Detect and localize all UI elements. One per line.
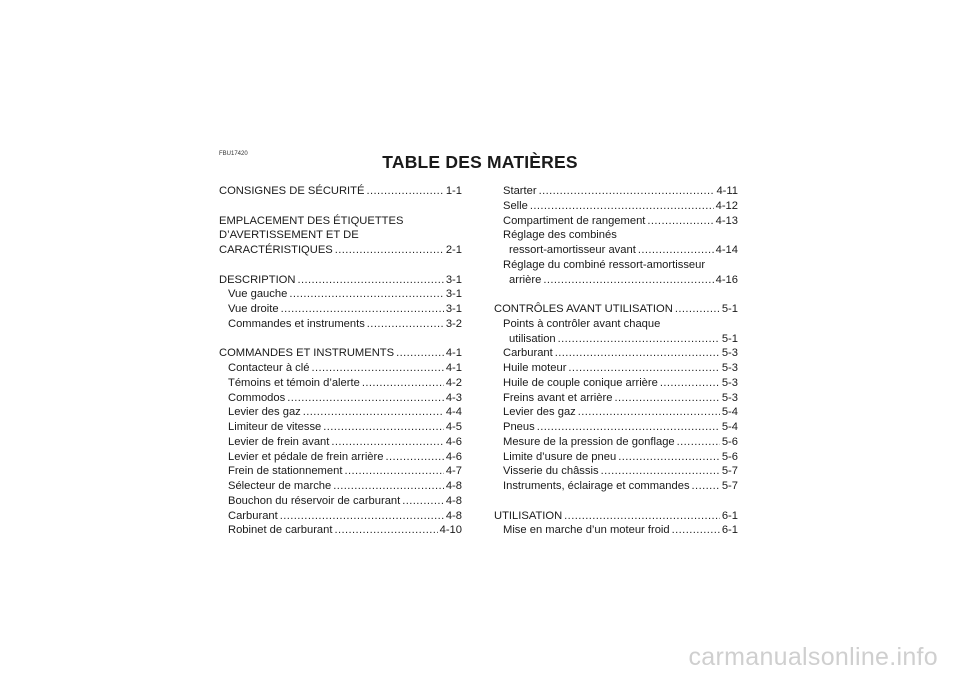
toc-entry-label: Selle — [503, 199, 528, 212]
leader-dots — [578, 405, 720, 420]
toc-entry-label: Commandes et instruments — [228, 317, 365, 330]
toc-entry-pre-checks — [494, 302, 738, 317]
toc-entry-page: 4-6 — [445, 450, 462, 463]
toc-entry-page: 5-6 — [721, 435, 738, 448]
toc-entry-page: 3-1 — [445, 288, 462, 301]
toc-entry-label: Témoins et témoin d’alerte — [228, 376, 360, 389]
toc-entry-page: 4-6 — [445, 435, 462, 448]
toc-entry-page: 4-16 — [715, 273, 738, 286]
toc-subentry — [219, 317, 462, 332]
toc-entry-page: 4-7 — [445, 465, 462, 478]
toc-entry-page: 3-1 — [445, 303, 462, 315]
toc-entry-page: 4-4 — [445, 406, 462, 419]
toc-entry-label: Levier des gaz — [503, 406, 576, 419]
toc-entry-label: Contacteur à clé — [228, 362, 310, 374]
toc-entry-page: 5-3 — [721, 347, 738, 360]
leader-dots — [334, 523, 437, 538]
toc-subentry — [219, 450, 462, 465]
leader-dots — [543, 273, 713, 288]
leader-dots — [618, 450, 720, 465]
toc-entry-label: Limite d’usure de pneu — [503, 450, 617, 463]
toc-entry-page: 3-2 — [445, 317, 462, 330]
toc-subentry — [494, 243, 738, 258]
toc-entry-label: Levier des gaz — [228, 406, 301, 419]
toc-subentry — [494, 332, 738, 347]
toc-subentry — [494, 184, 738, 199]
toc-subentry — [219, 494, 462, 509]
toc-subentry — [494, 199, 738, 214]
toc-entry-page: 4-14 — [715, 244, 738, 256]
toc-subentry — [219, 361, 462, 376]
toc-subentry — [494, 273, 738, 288]
toc-entry-label: Levier de frein avant — [228, 435, 330, 448]
toc-entry-label: COMMANDES ET INSTRUMENTS — [219, 347, 395, 360]
toc-subentry — [494, 479, 738, 494]
toc-entry-page: 4-2 — [445, 376, 462, 389]
toc-entry-label: Robinet de carburant — [228, 524, 333, 537]
leader-dots — [647, 214, 713, 229]
toc-entry-line: D’AVERTISSEMENT ET DE — [219, 229, 359, 242]
toc-entry-label: Carburant — [228, 509, 278, 522]
leader-dots — [367, 317, 444, 332]
toc-entry-label: CONSIGNES DE SÉCURITÉ — [219, 185, 365, 197]
toc-subentry — [494, 435, 738, 450]
toc-entry-page: 4-1 — [445, 362, 462, 374]
watermark-text: carmanualsonline.info — [688, 643, 938, 671]
toc-entry-line: Réglage du combiné ressort-amortisseur — [503, 258, 706, 271]
page-title: TABLE DES MATIÈRES — [382, 152, 578, 172]
toc-entry-page: 5-4 — [721, 421, 738, 433]
toc-entry-label: Vue droite — [228, 303, 279, 315]
toc-entry-line: EMPLACEMENT DES ÉTIQUETTES — [219, 214, 404, 227]
toc-entry-page: 4-13 — [715, 214, 738, 227]
leader-dots — [564, 509, 720, 524]
leader-dots — [402, 494, 444, 509]
toc-entry-page: 4-8 — [445, 494, 462, 507]
leader-dots — [692, 479, 720, 494]
toc-entry-label: CONTRÔLES AVANT UTILISATION — [494, 303, 673, 315]
leader-dots — [287, 391, 444, 406]
toc-entry-label: Mise en marche d’un moteur froid — [503, 524, 670, 537]
toc-entry-page: 2-1 — [445, 244, 462, 256]
toc-entry-page: 4-8 — [445, 480, 462, 492]
toc-entry-label: Bouchon du réservoir de carburant — [228, 494, 401, 507]
toc-entry-label: Levier et pédale de frein arrière — [228, 450, 384, 463]
toc-entry-page: 5-4 — [721, 406, 738, 419]
leader-dots — [677, 435, 720, 450]
toc-entry-page: 4-5 — [445, 421, 462, 433]
toc-entry-line: Points à contrôler avant chaque — [503, 317, 661, 330]
toc-subentry — [219, 405, 462, 420]
leader-dots — [366, 184, 443, 199]
toc-entry-label: Starter — [503, 185, 537, 197]
leader-dots — [303, 405, 444, 420]
leader-dots — [289, 287, 444, 302]
leader-dots — [555, 346, 720, 361]
toc-entry-label: ressort-amortisseur avant — [509, 244, 636, 256]
toc-entry-label: Vue gauche — [228, 288, 288, 301]
leader-dots — [672, 523, 720, 538]
leader-dots — [335, 243, 444, 258]
leader-dots — [396, 346, 444, 361]
toc-subentry — [494, 361, 738, 376]
toc-entry-page: 4-1 — [445, 347, 462, 360]
toc-subentry — [219, 509, 462, 524]
toc-subentry — [219, 479, 462, 494]
toc-entry-label: Frein de stationnement — [228, 465, 343, 478]
toc-entry-label: DESCRIPTION — [219, 273, 296, 286]
toc-subentry — [219, 376, 462, 391]
toc-entry-label: Carburant — [503, 347, 553, 360]
toc-subentry — [494, 464, 738, 479]
toc-right-column — [494, 184, 738, 538]
leader-dots — [539, 184, 715, 199]
toc-entry-page: 4-8 — [445, 509, 462, 522]
toc-entry-label: arrière — [509, 273, 542, 286]
leader-dots — [537, 420, 720, 435]
leader-dots — [311, 361, 443, 376]
toc-entry-page: 5-1 — [721, 303, 738, 315]
toc-entry-label: Instruments, éclairage et commandes — [503, 480, 690, 492]
leader-dots — [614, 391, 719, 406]
toc-entry-page: 6-1 — [721, 524, 738, 537]
toc-entry-page: 5-3 — [721, 362, 738, 374]
toc-entry-label: Limiteur de vitesse — [228, 421, 322, 433]
toc-entry-labels — [219, 243, 462, 258]
toc-entry-page: 6-1 — [721, 509, 738, 522]
leader-dots — [568, 361, 719, 376]
toc-subentry — [219, 523, 462, 538]
toc-subentry — [219, 302, 462, 317]
toc-entry-label: Compartiment de rangement — [503, 214, 646, 227]
toc-entry-operation — [494, 509, 738, 524]
leader-dots — [331, 435, 443, 450]
toc-subentry — [494, 346, 738, 361]
toc-entry-description — [219, 273, 462, 288]
toc-entry-page: 5-6 — [721, 450, 738, 463]
toc-entry-page: 5-7 — [721, 480, 738, 492]
toc-subentry — [494, 214, 738, 229]
toc-subentry — [494, 405, 738, 420]
toc-entry-label: Mesure de la pression de gonflage — [503, 435, 675, 448]
toc-subentry — [219, 464, 462, 479]
leader-dots — [558, 332, 720, 347]
toc-entry-page: 4-12 — [715, 199, 738, 212]
toc-entry-label: Pneus — [503, 421, 535, 433]
leader-dots — [281, 302, 444, 317]
toc-entry-page: 5-1 — [721, 332, 738, 345]
toc-subentry — [219, 435, 462, 450]
toc-subentry — [494, 523, 738, 538]
toc-entry-label: utilisation — [509, 332, 556, 345]
toc-subentry — [219, 391, 462, 406]
toc-entry-label: Huile de couple conique arrière — [503, 376, 658, 389]
toc-entry-label: Huile moteur — [503, 362, 567, 374]
toc-subentry — [219, 287, 462, 302]
toc-entry-label: Visserie du châssis — [503, 465, 599, 478]
toc-entry-page: 5-3 — [721, 376, 738, 389]
toc-entry-label: Commodos — [228, 391, 286, 404]
toc-entry-controls — [219, 346, 462, 361]
toc-subentry — [494, 376, 738, 391]
leader-dots — [385, 450, 443, 465]
toc-entry-safety — [219, 184, 462, 199]
leader-dots — [333, 479, 444, 494]
toc-entry-page: 3-1 — [445, 273, 462, 286]
toc-subentry — [219, 420, 462, 435]
leader-dots — [530, 199, 714, 214]
toc-subentry — [494, 420, 738, 435]
toc-entry-label: Freins avant et arrière — [503, 391, 613, 404]
toc-entry-label: Sélecteur de marche — [228, 480, 332, 492]
leader-dots — [601, 464, 720, 479]
toc-subentry — [494, 391, 738, 406]
leader-dots — [280, 509, 444, 524]
leader-dots — [323, 420, 444, 435]
toc-entry-page: 4-3 — [445, 391, 462, 404]
leader-dots — [344, 464, 443, 479]
leader-dots — [638, 243, 714, 258]
toc-entry-page: 5-3 — [721, 391, 738, 404]
toc-entry-page: 4-10 — [439, 524, 462, 537]
toc-subentry — [494, 450, 738, 465]
leader-dots — [660, 376, 720, 391]
leader-dots — [675, 302, 720, 317]
toc-entry-page: 5-7 — [721, 465, 738, 478]
document-code: FBU17420 — [219, 151, 248, 157]
toc-entry-page: 1-1 — [445, 185, 462, 197]
leader-dots — [297, 273, 443, 288]
leader-dots — [362, 376, 444, 391]
toc-entry-page: 4-11 — [716, 185, 738, 197]
toc-entry-label: UTILISATION — [494, 509, 563, 522]
toc-entry-line: Réglage des combinés — [503, 229, 617, 242]
toc-entry-label: CARACTÉRISTIQUES — [219, 244, 333, 256]
toc-left-column — [219, 184, 462, 538]
